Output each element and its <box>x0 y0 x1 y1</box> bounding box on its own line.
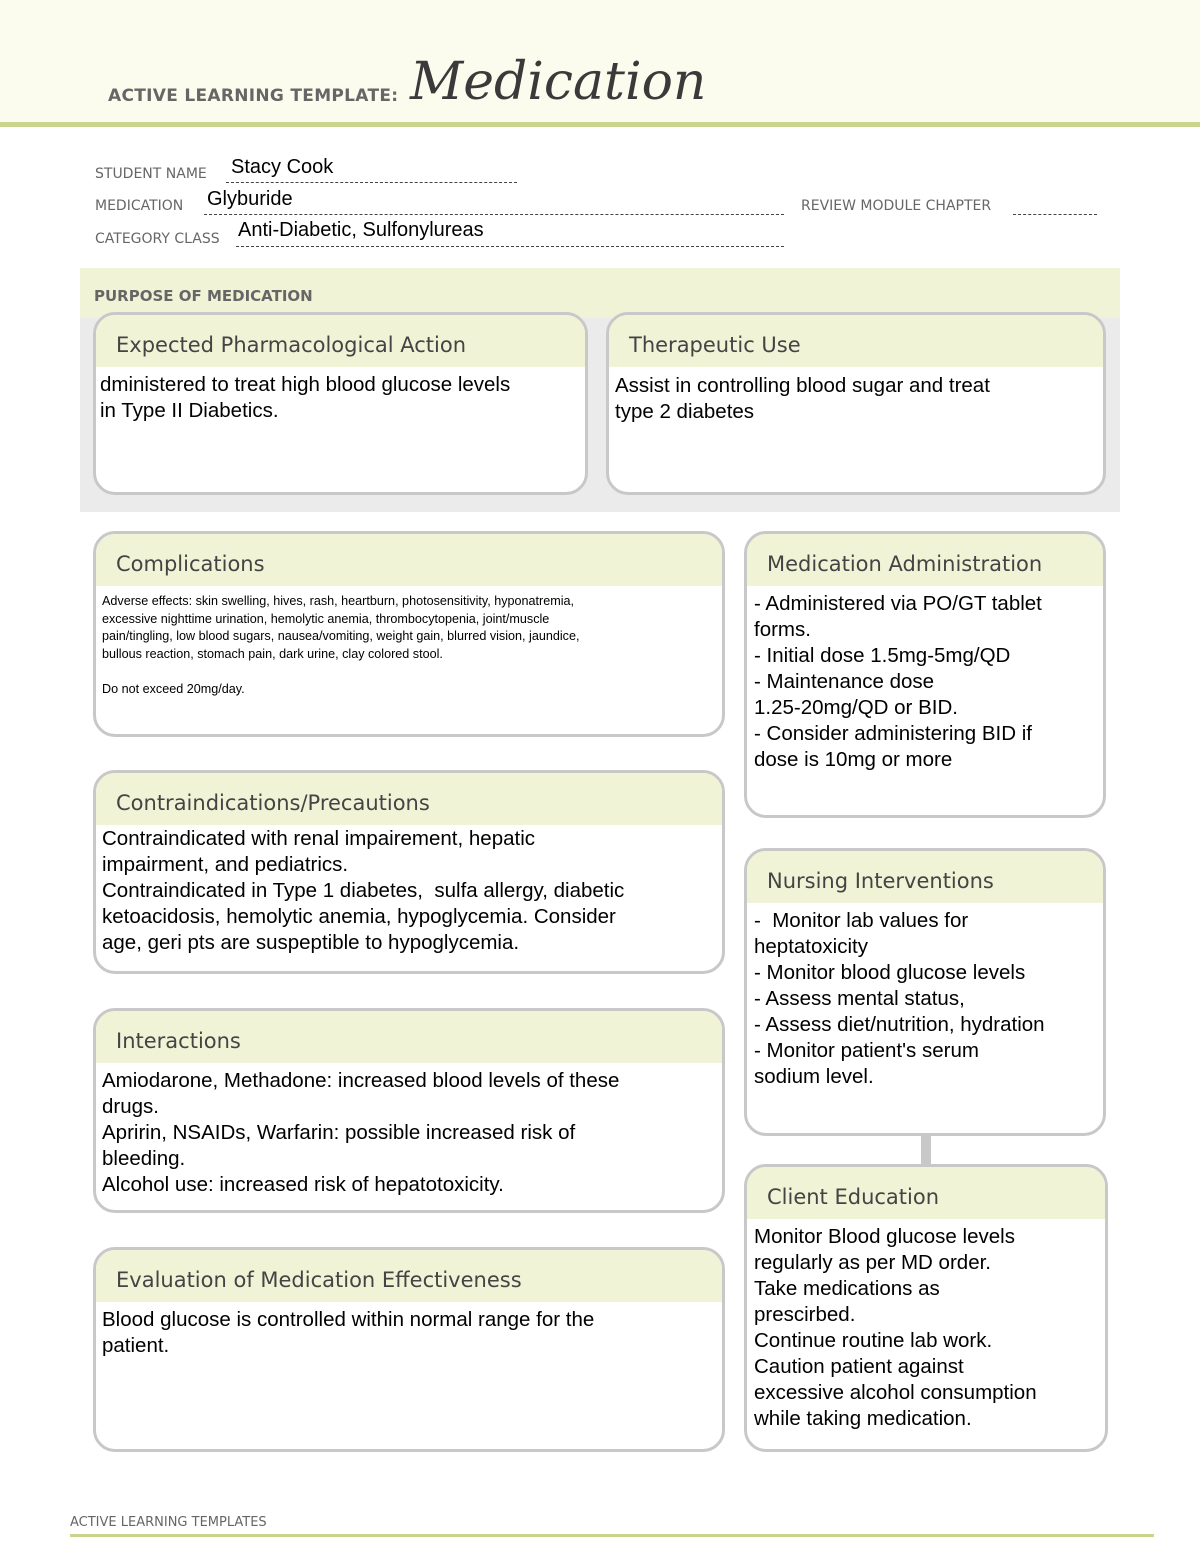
student-name-label: STUDENT NAME <box>95 166 207 182</box>
contraindications-text[interactable]: Contraindicated with renal impairement, hepatic impairment, and pediatrics. Contraindicated in Type 1 diabetes, sulfa allergy, diabetic ketoacidosis, hemolytic anemia, hypoglycemia. Consider age, geri pts are suspeptible to hypoglycemia. <box>102 827 625 954</box>
nursing-interventions-text[interactable]: - Monitor lab values for heptatoxicity - Monitor blood glucose levels - Assess mental status, - Assess diet/nutrition, hydration - Monitor patient's serum sodium level. <box>754 909 1045 1088</box>
header-divider <box>0 122 1200 127</box>
medication-field[interactable]: Glyburide <box>207 188 293 210</box>
client-education-box[interactable] <box>744 1164 1108 1452</box>
medication-administration-title: Medication Administration <box>767 552 1043 576</box>
contraindications-box[interactable] <box>93 770 725 974</box>
evaluation-box[interactable] <box>93 1247 725 1452</box>
contraindications-title: Contraindications/Precautions <box>116 791 430 815</box>
client-education-text[interactable]: Monitor Blood glucose levels regularly as per MD order. Take medications as prescirbed. Continue routine lab work. Caution patient against excessive alcohol consumption while taking medication. <box>754 1225 1037 1430</box>
footer-divider <box>70 1534 1154 1537</box>
medication-line <box>204 214 784 215</box>
category-class-line <box>236 246 784 247</box>
nursing-interventions-title: Nursing Interventions <box>767 869 994 893</box>
expected-action-box[interactable] <box>93 312 588 495</box>
client-education-title: Client Education <box>767 1185 940 1209</box>
review-module-line <box>1013 214 1097 215</box>
complications-box[interactable] <box>93 531 725 737</box>
expected-action-text[interactable]: dministered to treat high blood glucose levels in Type II Diabetics. <box>100 373 511 422</box>
complications-text[interactable]: Adverse effects: skin swelling, hives, rash, heartburn, photosensitivity, hyponatremia, excessive nighttime urination, hemolytic anemia, thrombocytopenia, joint/muscle pain/tingling, low blood sugars, nausea/vomiting, weight gain, blurred vision, jaundice, bullous reaction, stomach pain, dark urine, clay colored stool. Do not exceed 20mg/day. <box>102 594 580 696</box>
student-name-line <box>226 182 517 183</box>
interactions-box[interactable] <box>93 1008 725 1213</box>
evaluation-title: Evaluation of Medication Effectiveness <box>116 1268 522 1292</box>
evaluation-text[interactable]: Blood glucose is controlled within normal range for the patient. <box>102 1308 595 1357</box>
medication-administration-box[interactable] <box>744 531 1106 818</box>
interactions-title: Interactions <box>116 1029 241 1053</box>
therapeutic-use-box[interactable] <box>606 312 1106 495</box>
purpose-label: PURPOSE OF MEDICATION <box>94 287 313 305</box>
template-title: Medication <box>410 52 707 112</box>
interactions-text[interactable]: Amiodarone, Methadone: increased blood levels of these drugs. Apririn, NSAIDs, Warfarin: possible increased risk of bleeding. Alcohol use: increased risk of hepatotoxicity. <box>102 1069 620 1196</box>
review-module-label: REVIEW MODULE CHAPTER <box>801 198 992 214</box>
therapeutic-use-title: Therapeutic Use <box>629 333 801 357</box>
category-class-label: CATEGORY CLASS <box>95 231 220 247</box>
footer-label: ACTIVE LEARNING TEMPLATES <box>70 1515 267 1530</box>
complications-title: Complications <box>116 552 265 576</box>
therapeutic-use-text[interactable]: Assist in controlling blood sugar and treat type 2 diabetes <box>615 374 990 423</box>
medication-administration-text[interactable]: - Administered via PO/GT tablet forms. - Initial dose 1.5mg-5mg/QD - Maintenance dose 1.25-20mg/QD or BID. - Consider administering BID if dose is 10mg or more <box>754 592 1042 771</box>
nursing-interventions-box[interactable] <box>744 848 1106 1136</box>
category-class-field[interactable]: Anti-Diabetic, Sulfonylureas <box>238 219 484 241</box>
template-label: ACTIVE LEARNING TEMPLATE: <box>108 86 399 106</box>
student-name-field[interactable]: Stacy Cook <box>231 156 334 178</box>
expected-action-title: Expected Pharmacological Action <box>116 333 467 357</box>
medication-label: MEDICATION <box>95 198 184 214</box>
box-connector <box>921 1134 931 1168</box>
